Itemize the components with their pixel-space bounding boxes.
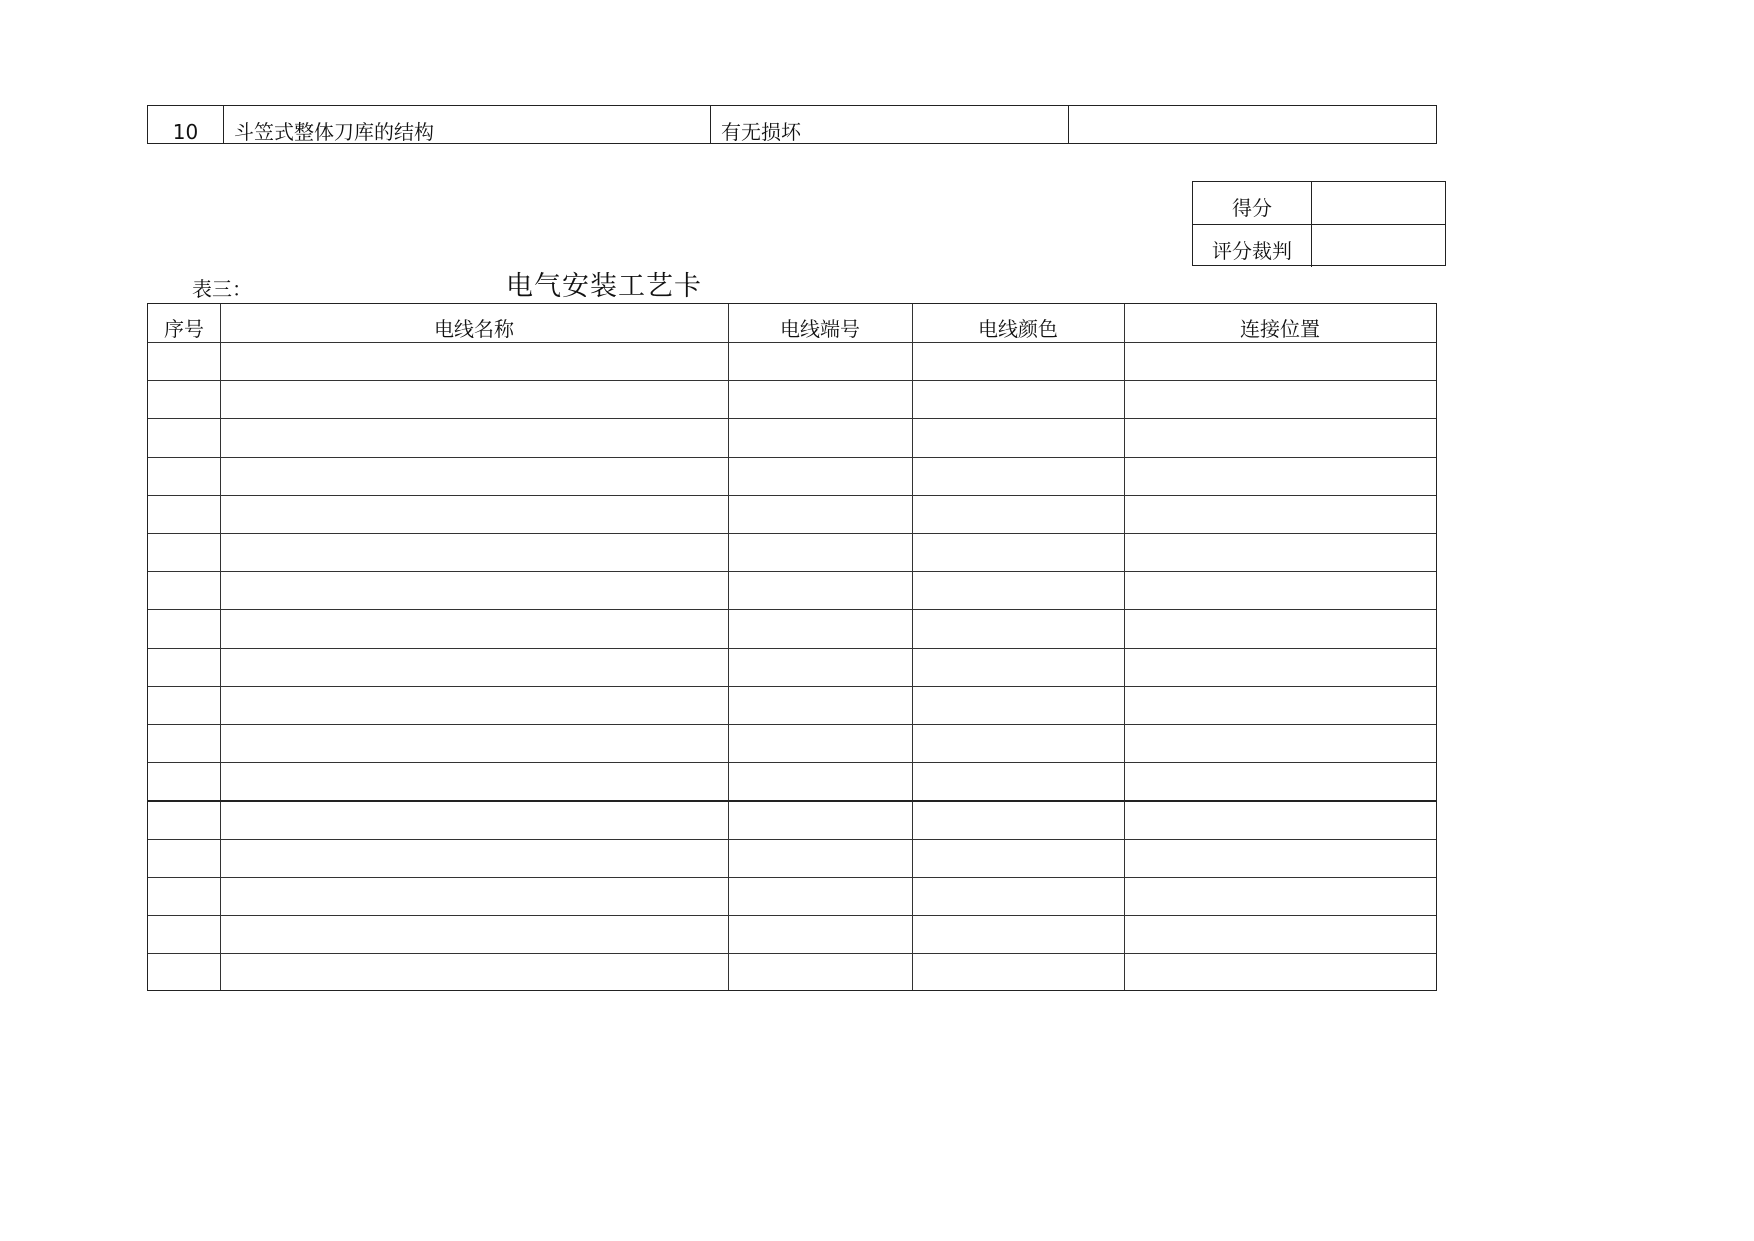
cell-index[interactable] bbox=[148, 762, 220, 800]
wiring-table bbox=[147, 303, 1437, 991]
cell-index[interactable] bbox=[148, 724, 220, 762]
cell-wire-terminal[interactable] bbox=[728, 724, 912, 762]
cell-connection-position[interactable] bbox=[1124, 800, 1436, 838]
result-cell[interactable] bbox=[1069, 105, 1437, 144]
cell-index[interactable] bbox=[148, 457, 220, 495]
table-row bbox=[148, 495, 1436, 533]
row-index: 10 bbox=[172, 120, 199, 144]
cell-wire-terminal[interactable] bbox=[728, 533, 912, 571]
cell-wire-name[interactable] bbox=[220, 609, 728, 647]
header-wire-name: 电线名称 bbox=[434, 317, 514, 341]
cell-wire-terminal[interactable] bbox=[728, 571, 912, 609]
cell-wire-name[interactable] bbox=[220, 800, 728, 838]
cell-wire-name[interactable] bbox=[220, 342, 728, 380]
cell-wire-color[interactable] bbox=[912, 915, 1124, 953]
cell-wire-terminal[interactable] bbox=[728, 800, 912, 838]
cell-index[interactable] bbox=[148, 686, 220, 724]
table-row bbox=[148, 686, 1436, 724]
cell-wire-terminal[interactable] bbox=[728, 418, 912, 456]
cell-wire-color[interactable] bbox=[912, 457, 1124, 495]
cell-wire-name[interactable] bbox=[220, 495, 728, 533]
cell-wire-color[interactable] bbox=[912, 953, 1124, 991]
cell-wire-name[interactable] bbox=[220, 724, 728, 762]
table-row bbox=[148, 418, 1436, 456]
check-cell bbox=[711, 105, 1069, 144]
cell-wire-color[interactable] bbox=[912, 877, 1124, 915]
cell-wire-color[interactable] bbox=[912, 800, 1124, 838]
cell-wire-name[interactable] bbox=[220, 571, 728, 609]
cell-wire-terminal[interactable] bbox=[728, 762, 912, 800]
table-row bbox=[148, 839, 1436, 877]
score-label: 得分 bbox=[1193, 182, 1312, 224]
cell-wire-terminal[interactable] bbox=[728, 648, 912, 686]
cell-wire-terminal[interactable] bbox=[728, 342, 912, 380]
page-title: 电气安装工艺卡 bbox=[506, 271, 702, 302]
cell-index[interactable] bbox=[148, 839, 220, 877]
table-row bbox=[148, 800, 1436, 838]
header-index: 序号 bbox=[164, 317, 204, 341]
table-row bbox=[148, 724, 1436, 762]
judge-field[interactable] bbox=[1312, 225, 1445, 267]
table-row bbox=[148, 533, 1436, 571]
cell-wire-name[interactable] bbox=[220, 762, 728, 800]
table-row bbox=[148, 915, 1436, 953]
cell-wire-name[interactable] bbox=[220, 953, 728, 991]
cell-wire-name[interactable] bbox=[220, 648, 728, 686]
header-wire-color: 电线颜色 bbox=[978, 317, 1058, 341]
cell-connection-position[interactable] bbox=[1124, 380, 1436, 418]
cell-connection-position[interactable] bbox=[1124, 342, 1436, 380]
cell-wire-color[interactable] bbox=[912, 839, 1124, 877]
cell-index[interactable] bbox=[148, 609, 220, 647]
table-row bbox=[148, 877, 1436, 915]
cell-wire-color[interactable] bbox=[912, 762, 1124, 800]
table-row bbox=[148, 762, 1436, 800]
item-cell bbox=[224, 105, 711, 144]
cell-wire-terminal[interactable] bbox=[728, 877, 912, 915]
cell-wire-terminal[interactable] bbox=[728, 380, 912, 418]
cell-index[interactable] bbox=[148, 380, 220, 418]
table-row bbox=[148, 457, 1436, 495]
cell-wire-name[interactable] bbox=[220, 457, 728, 495]
table-row bbox=[148, 953, 1436, 991]
cell-connection-position[interactable] bbox=[1124, 648, 1436, 686]
cell-wire-color[interactable] bbox=[912, 533, 1124, 571]
table-row bbox=[148, 648, 1436, 686]
table-row bbox=[148, 380, 1436, 418]
cell-connection-position[interactable] bbox=[1124, 418, 1436, 456]
cell-wire-name[interactable] bbox=[220, 877, 728, 915]
cell-wire-color[interactable] bbox=[912, 342, 1124, 380]
inspection-table-row bbox=[147, 105, 1437, 144]
cell-wire-terminal[interactable] bbox=[728, 839, 912, 877]
cell-wire-terminal[interactable] bbox=[728, 495, 912, 533]
cell-wire-name[interactable] bbox=[220, 839, 728, 877]
cell-wire-color[interactable] bbox=[912, 609, 1124, 647]
header-wire-terminal: 电线端号 bbox=[780, 317, 860, 341]
cell-index[interactable] bbox=[148, 495, 220, 533]
table-row bbox=[148, 571, 1436, 609]
cell-index[interactable] bbox=[148, 953, 220, 991]
cell-wire-name[interactable] bbox=[220, 418, 728, 456]
cell-wire-color[interactable] bbox=[912, 571, 1124, 609]
cell-wire-name[interactable] bbox=[220, 533, 728, 571]
cell-wire-color[interactable] bbox=[912, 495, 1124, 533]
cell-index[interactable] bbox=[148, 533, 220, 571]
cell-connection-position[interactable] bbox=[1124, 686, 1436, 724]
cell-connection-position[interactable] bbox=[1124, 762, 1436, 800]
table-row bbox=[148, 342, 1436, 380]
score-field[interactable] bbox=[1312, 182, 1445, 224]
header-connection-position: 连接位置 bbox=[1240, 317, 1320, 341]
cell-wire-color[interactable] bbox=[912, 648, 1124, 686]
score-box bbox=[1192, 181, 1446, 266]
cell-connection-position[interactable] bbox=[1124, 953, 1436, 991]
score-row bbox=[1193, 182, 1445, 224]
cell-connection-position[interactable] bbox=[1124, 915, 1436, 953]
cell-wire-terminal[interactable] bbox=[728, 686, 912, 724]
cell-connection-position[interactable] bbox=[1124, 724, 1436, 762]
cell-wire-terminal[interactable] bbox=[728, 915, 912, 953]
cell-wire-terminal[interactable] bbox=[728, 609, 912, 647]
cell-index[interactable] bbox=[148, 648, 220, 686]
table-number: 表三： bbox=[192, 277, 252, 301]
cell-wire-color[interactable] bbox=[912, 724, 1124, 762]
table-row bbox=[148, 609, 1436, 647]
cell-index[interactable] bbox=[148, 418, 220, 456]
cell-wire-color[interactable] bbox=[912, 380, 1124, 418]
cell-connection-position[interactable] bbox=[1124, 877, 1436, 915]
cell-index[interactable] bbox=[148, 915, 220, 953]
cell-connection-position[interactable] bbox=[1124, 571, 1436, 609]
cell-index[interactable] bbox=[148, 800, 220, 838]
cell-connection-position[interactable] bbox=[1124, 533, 1436, 571]
inspection-item: 斗笠式整体刀库的结构 bbox=[234, 120, 434, 144]
cell-wire-name[interactable] bbox=[220, 380, 728, 418]
cell-connection-position[interactable] bbox=[1124, 495, 1436, 533]
cell-wire-color[interactable] bbox=[912, 418, 1124, 456]
table-header-row bbox=[148, 304, 1436, 342]
judge-row bbox=[1193, 224, 1445, 267]
cell-index[interactable] bbox=[148, 877, 220, 915]
cell-wire-color[interactable] bbox=[912, 686, 1124, 724]
cell-connection-position[interactable] bbox=[1124, 609, 1436, 647]
judge-label: 评分裁判 bbox=[1193, 225, 1312, 267]
cell-index[interactable] bbox=[148, 342, 220, 380]
cell-wire-terminal[interactable] bbox=[728, 457, 912, 495]
cell-wire-terminal[interactable] bbox=[728, 953, 912, 991]
cell-wire-name[interactable] bbox=[220, 686, 728, 724]
cell-connection-position[interactable] bbox=[1124, 839, 1436, 877]
check-criterion: 有无损坏 bbox=[721, 120, 801, 144]
cell-connection-position[interactable] bbox=[1124, 457, 1436, 495]
cell-index[interactable] bbox=[148, 571, 220, 609]
row-index-cell bbox=[147, 105, 224, 144]
cell-wire-name[interactable] bbox=[220, 915, 728, 953]
